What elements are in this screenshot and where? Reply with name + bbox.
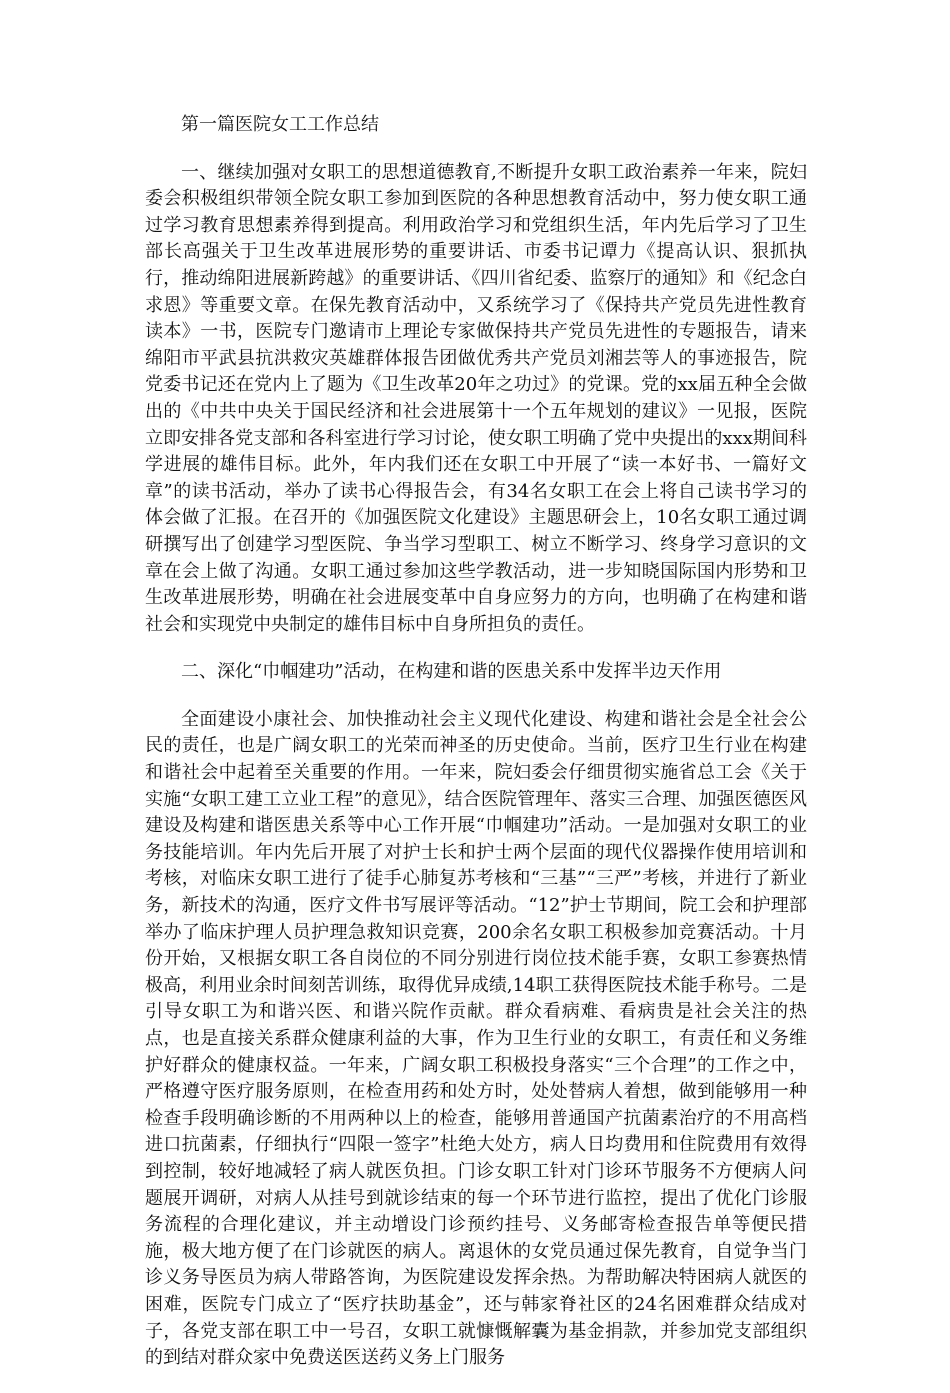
paragraph-jinguo-activity: 全面建设小康社会、加快推动社会主义现代化建设、构建和谐社会是全社会公民的责任，也是广阔女职工的光荣而神圣的历史使命。当前，医疗卫生行业在构建和谐社会中起着至关重要的作用。一年来，院妇委会仔细贯彻实施省总工会《关于实施“女职工建工立业工程”的意见》，结合医院管理年、落实三合理、加强医德医风建设及构建和谐医患关系等中心工作开展“巾帼建功”活动。一是加强对女职工的业务技能培训。年内先后开展了对护士长和护士两个层面的现代仪器操作使用培训和考核，对临床女职工进行了徒手心肺复苏考核和“三基”“三严”考核，并进行了新业务，新技术的沟通，医疗文件书写展评等活动。“12”护士节期间，院工会和护理部举办了临床护理人员护理急救知识竞赛，200余名女职工积极参加竞赛活动。十月份开始，又根据女职工各自岗位的不同分别进行岗位技术能手赛，女职工参赛热情极高，利用业余时间刻苦训练，取得优异成绩,14职工获得医院技术能手称号。二是引导女职工为和谐兴医、和谐兴院作贡献。群众看病难、看病贵是社会关注的热点，也是直接关系群众健康利益的大事，作为卫生行业的女职工，有责任和义务维护好群众的健康权益。一年来，广阔女职工积极投身落实“三个合理”的工作之中，严格遵守医疗服务原则，在检查用药和处方时，处处替病人着想，做到能够用一种检查手段明确诊断的不用两种以上的检查，能够用普通国产抗菌素治疗的不用高档进口抗菌素，仔细执行“四限一签字”杜绝大处方，病人日均费用和住院费用有效得到控制，较好地减轻了病人就医负担。门诊女职工针对门诊环节服务不方便病人问题展开调研，对病人从挂号到就诊结束的每一个环节进行监控，提出了优化门诊服务流程的合理化建议，并主动增设门诊预约挂号、义务邮寄检查报告单等便民措施，极大地方便了在门诊就医的病人。离退休的女党员通过保先教育，自觉争当门诊义务导医员为病人带路答询，为医院建设发挥余热。为帮助解决特困病人就医的困难，医院专门成立了“医疗扶助基金”，还与韩家脊社区的24名困难群众结成对子，各党支部在职工中一号召，女职工就慷慨解囊为基金捐款，并参加党支部组织的到结对群众家中免费送医送药义务上门服务 bbox=[145, 708, 807, 1369]
paragraph-thought-education: 一、继续加强对女职工的思想道德教育,不断提升女职工政治素养一年来，院妇委会积极组织带领全院女职工参加到医院的各种思想教育活动中，努力使女职工通过学习教育思想素养得到提高。利用政治学习和党组织生活，年内先后学习了卫生部长高强关于卫生改革进展形势的重要讲话、市委书记谭力《提高认识、狠抓执行，推动绵阳进展新跨越》的重要讲话、《四川省纪委、监察厅的通知》和《纪念白求恩》等重要文章。在保先教育活动中，又系统学习了《保持共产党员先进性教育读本》一书，医院专门邀请市上理论专家做保持共产党员先进性的专题报告，请来绵阳市平武县抗洪救灾英雄群体报告团做优秀共产党员刘湘芸等人的事迹报告，院党委书记还在党内上了题为《卫生改革20年之功过》的党课。党的xx届五种全会做出的《中共中央关于国民经济和社会进展第十一个五年规划的建议》一见报，医院立即安排各党支部和各科室进行学习讨论，使女职工明确了党中央提出的xxx期间科学进展的雄伟目标。此外，年内我们还在女职工中开展了“读一本好书、一篇好文章”的读书活动，举办了读书心得报告会，有34名女职工在会上将自己读书学习的体会做了汇报。在召开的《加强医院文化建设》主题思研会上，10名女职工通过调研撰写出了创建学习型医院、争当学习型职工、树立不断学习、终身学习意识的文章在会上做了沟通。女职工通过参加这些学教活动，进一步知晓国际国内形势和卫生改革进展形势，明确在社会进展变革中自身应努力的方向，也明确了在构建和谐社会和实现党中央制定的雄伟目标中自身所担负的责任。 bbox=[145, 161, 807, 635]
document-title: 第一篇医院女工工作总结 bbox=[181, 114, 379, 135]
document-body bbox=[145, 112, 807, 1393]
section-heading-2: 二、深化“巾帼建功”活动，在构建和谐的医患关系中发挥半边天作用 bbox=[181, 661, 722, 683]
